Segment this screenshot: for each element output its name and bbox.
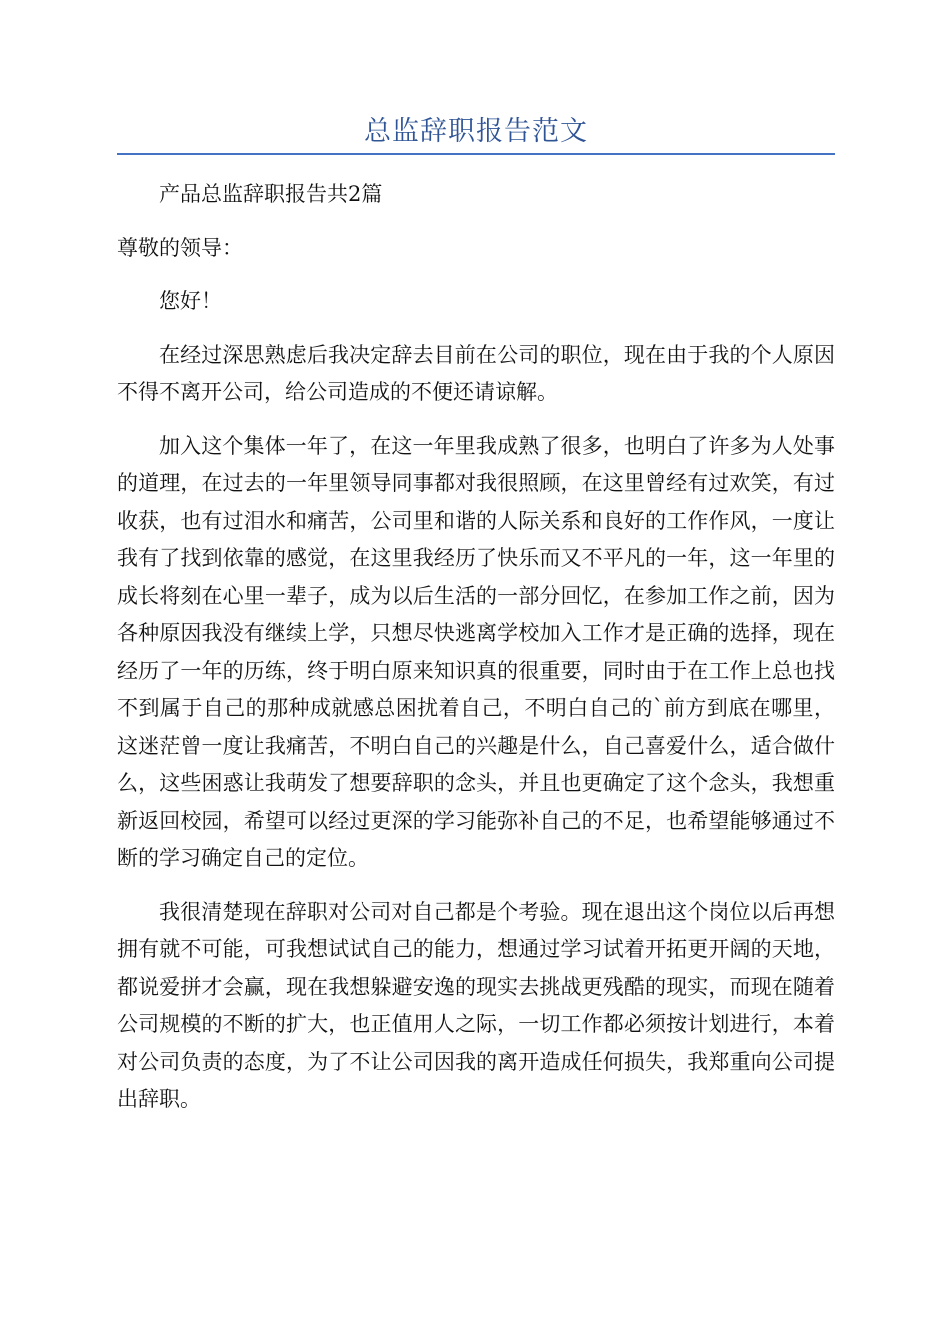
document-body	[117, 176, 835, 1135]
document-title: 总监辞职报告范文	[364, 116, 588, 147]
document-subtitle: 产品总监辞职报告共2篇	[159, 182, 383, 206]
title-underline	[117, 153, 835, 155]
salutation: 尊敬的领导：	[117, 235, 243, 260]
paragraph-1: 在经过深思熟虑后我决定辞去目前在公司的职位，现在由于我的个人原因不得不离开公司，给公司造成的不便还请谅解。	[117, 342, 835, 404]
paragraph-3: 我很清楚现在辞职对公司对自己都是个考验。现在退出这个岗位以后再想拥有就不可能，可我想试试自己的能力，想通过学习试着开拓更开阔的天地，都说爱拼才会赢，现在我想躲避安逸的现实去挑战更残酷的现实，而现在随着公司规模的不断的扩大，也正值用人之际，一切工作都必须按计划进行，本着对公司负责的态度，为了不让公司因我的离开造成任何损失，我郑重向公司提出辞职。	[117, 899, 835, 1111]
greeting: 您好！	[159, 289, 222, 313]
paragraph-2: 加入这个集体一年了，在这一年里我成熟了很多，也明白了许多为人处事的道理，在过去的一年里领导同事都对我很照顾，在这里曾经有过欢笑，有过收获，也有过泪水和痛苦，公司里和谐的人际关系和良好的工作作风，一度让我有了找到依靠的感觉，在这里我经历了快乐而又不平凡的一年，这一年里的成长将刻在心里一辈子，成为以后生活的一部分回忆，在参加工作之前，因为各种原因我没有继续上学，只想尽快逃离学校加入工作才是正确的选择，现在经历了一年的历练，终于明白原来知识真的很重要，同时由于在工作上总也找不到属于自己的那种成就感总困扰着自己，不明白自己的`前方到底在哪里，这迷茫曾一度让我痛苦，不明白自己的兴趣是什么，自己喜爱什么，适合做什么，这些困惑让我萌发了想要辞职的念头，并且也更确定了这个念头，我想重新返回校园，希望可以经过更深的学习能弥补自己的不足，也希望能够通过不断的学习确定自己的定位。	[117, 433, 835, 870]
